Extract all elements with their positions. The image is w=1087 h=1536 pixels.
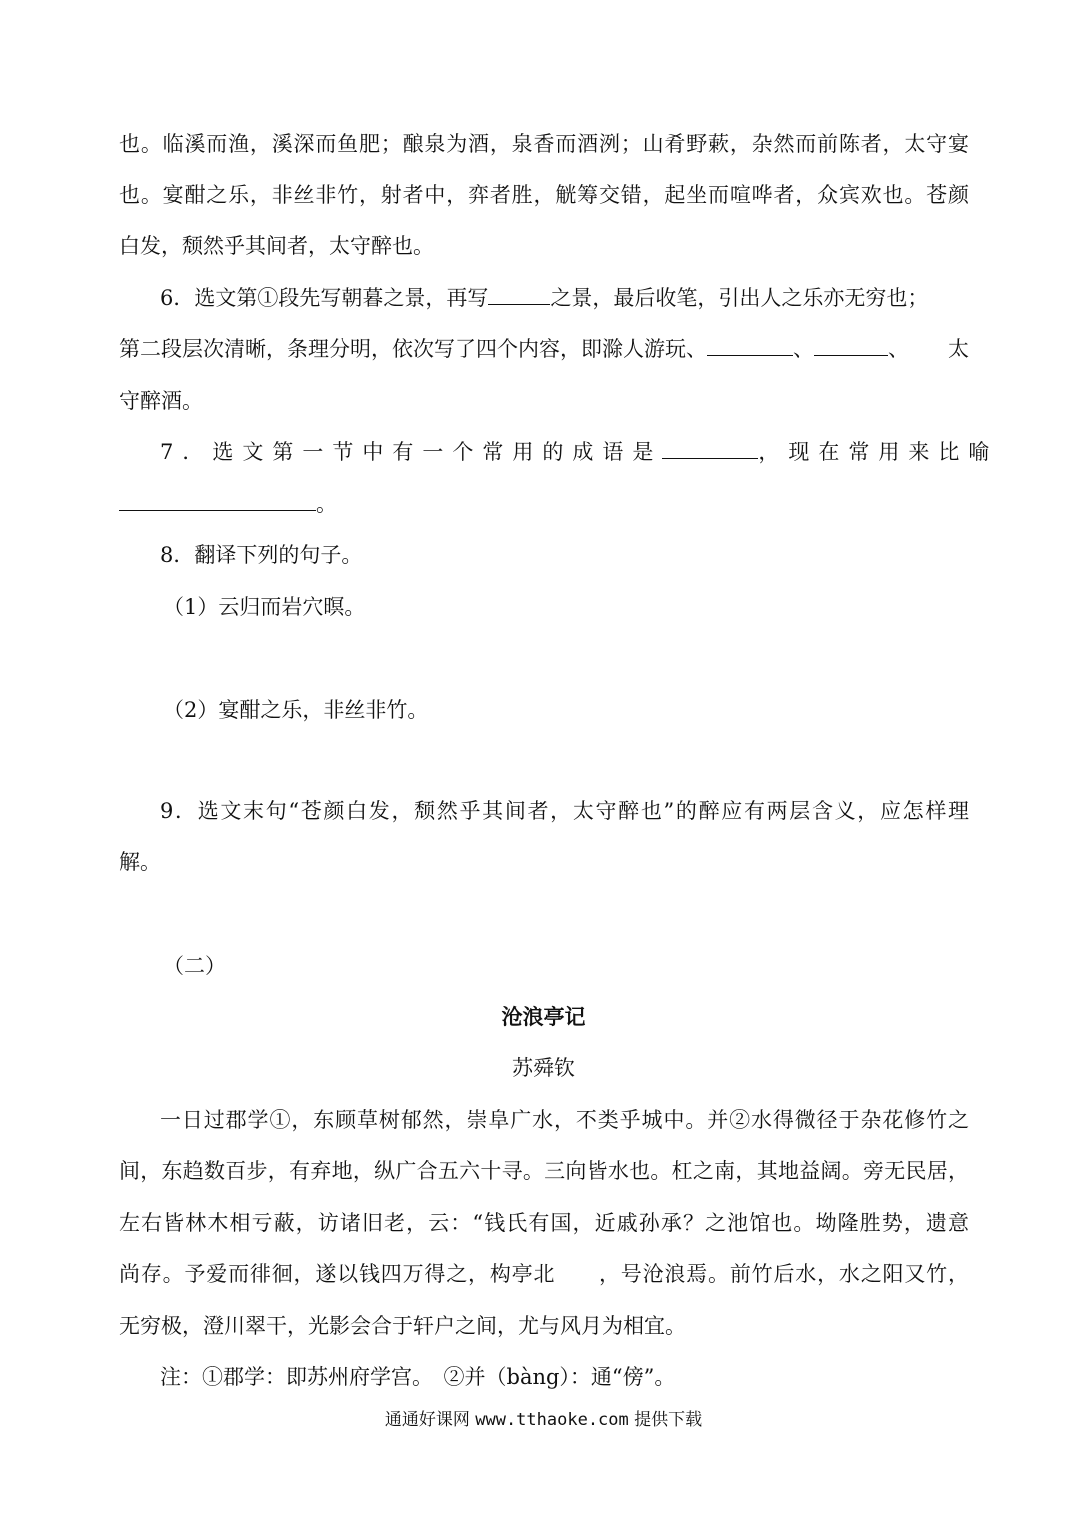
question-9-line-1: 9．选文末句“苍颜白发，颓然乎其间者，太守醉也”的醉应有两层含义，应怎样理 — [160, 799, 969, 823]
question-6-text-d: 太 — [948, 337, 969, 361]
footer-site: 通通好课网 — [384, 1410, 470, 1430]
question-6-sep-1: 、 — [793, 337, 814, 361]
question-6-line-3: 守醉酒。 — [119, 389, 203, 413]
question-7-line-2 — [119, 489, 969, 519]
question-7-end: 。 — [316, 492, 337, 516]
section-2-label: （二） — [163, 954, 226, 978]
question-6-line-1 — [160, 283, 969, 313]
question-9-line-2: 解。 — [119, 850, 161, 874]
question-6-line-2 — [119, 334, 969, 364]
section-2-line-2: 间，东趋数百步，有弃地，纵广合五六十寻。三向皆水也。杠之南，其地益阔。旁无民居， — [119, 1159, 969, 1183]
question-7-text-b: ，现在常用来比喻 — [758, 440, 999, 464]
question-8-stem: 8．翻译下列的句子。 — [160, 543, 363, 567]
question-6-blank-2[interactable] — [707, 335, 793, 356]
section-2-line-3: 左右皆林木相亏蔽，访诸旧老，云：“钱氏有国，近戚孙承？之池馆也。坳隆胜势，遗意 — [119, 1211, 969, 1235]
section-2-title: 沧浪亭记 — [501, 1005, 586, 1029]
footer-suffix: 提供下载 — [634, 1410, 703, 1430]
section-2-line-5: 无穷极，澄川翠干，光影会合于轩户之间，尤与风月为相宜。 — [119, 1314, 686, 1338]
page-footer — [0, 1408, 1087, 1432]
question-6-sep-2: 、 — [888, 337, 909, 361]
question-8-sub-2: （2）宴酣之乐，非丝非竹。 — [163, 698, 429, 722]
section-2-line-4: 尚存。予爱而徘徊，遂以钱四万得之，构亭北 ，号沧浪焉。前竹后水，水之阳又竹， — [119, 1262, 969, 1286]
question-7-line-1 — [160, 437, 999, 467]
section-2-note: 注：①郡学：即苏州府学宫。 ②并（bàng）：通“傍”。 — [160, 1365, 676, 1389]
question-6-blank-1[interactable] — [488, 284, 550, 305]
question-7-blank-1[interactable] — [662, 438, 758, 459]
section-2-author: 苏舜钦 — [512, 1056, 575, 1080]
question-6-text-a: 6．选文第①段先写朝暮之景，再写 — [160, 286, 489, 310]
question-6-text-b: 之景，最后收笔，引出人之乐亦无穷也； — [550, 286, 929, 310]
section-2-line-1: 一日过郡学①，东顾草树郁然，崇阜广水，不类乎城中。并②水得微径于杂花修竹之 — [160, 1108, 969, 1132]
passage1-line-2: 也。宴酣之乐，非丝非竹，射者中，弈者胜，觥筹交错，起坐而喧哗者，众宾欢也。苍颜 — [119, 183, 969, 207]
footer-url[interactable]: www.tthaoke.com — [475, 1410, 629, 1430]
passage1-line-1: 也。临溪而渔，溪深而鱼肥；酿泉为酒，泉香而酒洌；山肴野蔌，杂然而前陈者，太守宴 — [119, 132, 969, 156]
question-6-blank-3[interactable] — [814, 335, 888, 356]
question-7-blank-2[interactable] — [119, 490, 316, 511]
question-8-sub-1: （1）云归而岩穴暝。 — [163, 595, 366, 619]
passage1-line-3: 白发，颓然乎其间者，太守醉也。 — [119, 234, 434, 258]
question-7-text-a: 7．选文第一节中有一个常用的成语是 — [160, 440, 663, 464]
question-6-text-c: 第二段层次清晰，条理分明，依次写了四个内容，即滁人游玩、 — [119, 337, 707, 361]
